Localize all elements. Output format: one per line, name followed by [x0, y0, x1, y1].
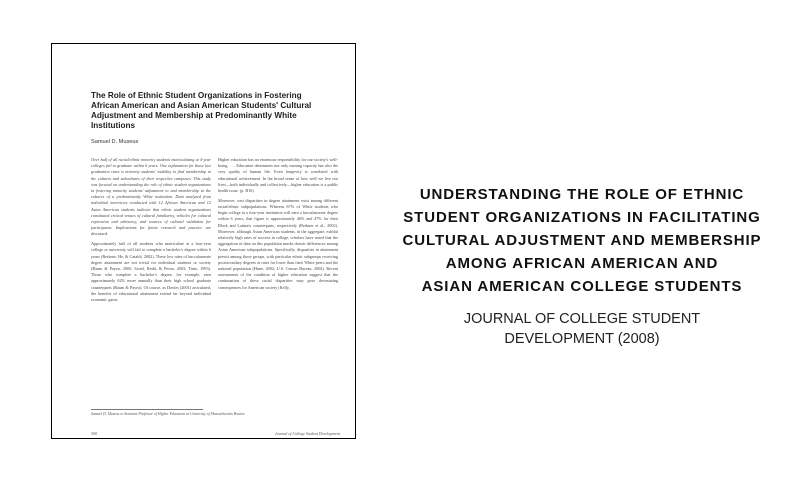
headline — [372, 183, 792, 298]
headline-line: ASIAN AMERICAN COLLEGE STUDENTS — [421, 278, 743, 295]
footnote-divider — [91, 409, 203, 410]
article-block-quote: Higher education has an enormous responsibility for our society's well-being. . . . Education determines not only earning capacity but also the very quality of human life. Even longevity is correlated with educational achievement. In the broad sense of how well we live our lives—both individually and collectively—higher education is a public health issue. (p. B16) — [218, 157, 338, 194]
article-abstract: Over half of all racial/ethnic minority students matriculating at 4-year colleges fail to graduate within 6 years. One explanation for those low graduation rates is minority students' inability to find membership in the cultures and subcultures of their respective campuses. This study was focused on understanding the role of ethnic student organizations in fostering minority students' adjustment to and membership in the cultures of a predominantly White institution. Data analyzed from individual interviews conducted with 12 African American and 12 Asian American students indicate that ethnic student organizations constituted critical venues of cultural familiarity, vehicles for cultural expression and advocacy, and sources of cultural validation for participants. Implications for future research and practice are discussed. — [91, 157, 211, 237]
source-line: JOURNAL OF COLLEGE STUDENT — [463, 311, 701, 327]
article-body-paragraph: Approximately half of all students who matriculate at a four-year college or university will fail to complete a bachelor's degree within 6 years (Berkner, He, & Cataldi, 2002). These low rates of baccalaureate degree attainment are not trivial for individual students or society (Baum & Payea, 2005; Swail, Redd, & Perna, 2003; Tinto, 1993). Those who complete a bachelor's degree, for example, earn approximately 62% more annually than their high school graduate counterparts (Baum & Payea). Of course, as Davies (2001) articulated, the benefits of educational attainment extend far beyond individual economic gains: — [91, 241, 211, 303]
headline-line: UNDERSTANDING THE ROLE OF ETHNIC — [419, 186, 745, 203]
author-footnote: Samuel D. Museus is Assistant Professor of Higher Education at University of Massachusetts Boston. — [91, 412, 246, 416]
article-body-paragraph: Moreover, vast disparities in degree attainment exist among different racial/ethnic subpopulations. Whereas 67% of White students who begin college at a four-year institution will earn a baccalaureate degree within 6 years, that figure is approximately 46% and 47% for their Black and Latina/o counterparts, respectively (Berkner et al., 2002). Moreover, although Asian American students, in the aggregate, exhibit relatively high rates of success in college, scholars have noted that the aggregation of data on this population masks drastic differences among Asian American subpopulations. Specifically, disparities in attainment persist among those groups, with particular ethnic subgroups receiving postsecondary degrees at rates far lower than their White peers and the national population (Hune, 2002; U.S. Census Bureau, 2004). Recent assessments of the condition of higher education suggest that the continuation of these racial disparities may pose devastating consequences for American society (Kelly, — [218, 197, 338, 290]
article-author: Samuel D. Museus — [91, 139, 139, 145]
headline-line: AMONG AFRICAN AMERICAN AND — [445, 255, 719, 272]
headline-line: CULTURAL ADJUSTMENT AND MEMBERSHIP — [402, 232, 762, 249]
source-line: DEVELOPMENT (2008) — [504, 331, 660, 347]
page-number: 568 — [91, 431, 97, 436]
headline-line: STUDENT ORGANIZATIONS IN FACILITATING — [403, 209, 761, 226]
source-citation — [372, 309, 792, 349]
journal-running-footer: Journal of College Student Development — [274, 431, 340, 436]
article-column-right — [218, 157, 338, 407]
article-column-left — [91, 157, 211, 407]
article-title: The Role of Ethnic Student Organizations in Fostering African American and Asian American Students' Cultural Adjustment and Membership at Predominantly White Institutions — [91, 91, 312, 130]
article-page-thumbnail — [51, 43, 356, 439]
